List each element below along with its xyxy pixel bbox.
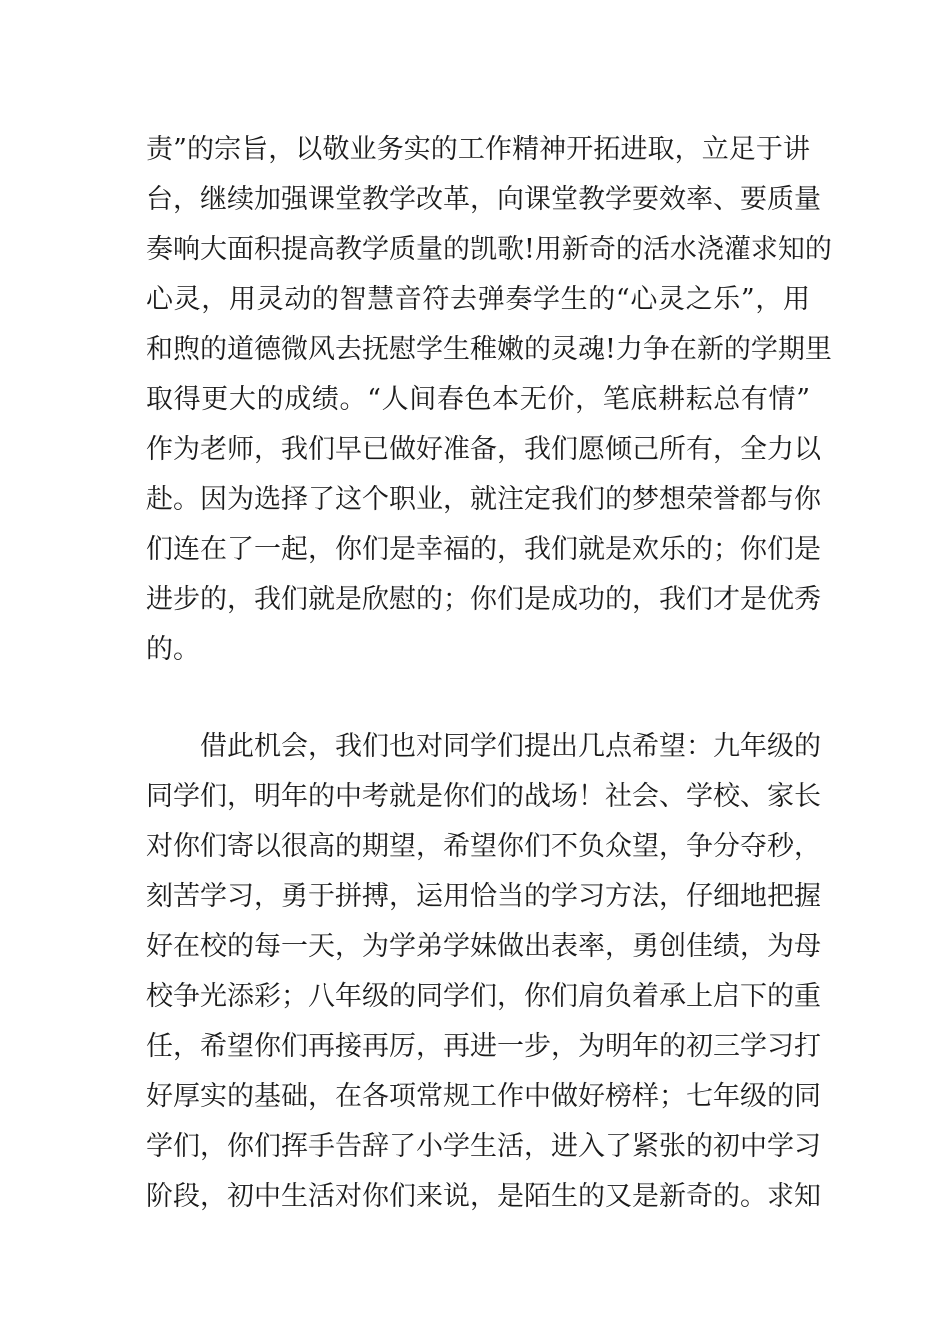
- text-line: 好在校的每一天，为学弟学妹做出表率，勇创佳绩，为母: [146, 931, 821, 962]
- text-line: 心灵，用灵动的智慧音符去弹奏学生的“心灵之乐”，用: [146, 284, 810, 315]
- text-line: 赴。因为选择了这个职业，就注定我们的梦想荣誉都与你: [146, 484, 821, 515]
- paragraph-2: [146, 722, 821, 1222]
- text-line: 台，继续加强课堂教学改革，向课堂教学要效率、要质量: [146, 184, 821, 215]
- text-line: 对你们寄以很高的期望，希望你们不负众望，争分夺秒，: [146, 831, 821, 862]
- text-line: 进步的，我们就是欣慰的；你们是成功的，我们才是优秀: [146, 584, 821, 615]
- text-line: 同学们，明年的中考就是你们的战场！社会、学校、家长: [146, 781, 821, 812]
- text-line: 责”的宗旨，以敬业务实的工作精神开拓进取，立足于讲: [146, 134, 810, 165]
- text-line: 取得更大的成绩。“人间春色本无价，笔底耕耘总有情”: [146, 384, 810, 415]
- text-line: 作为老师，我们早已做好准备，我们愿倾己所有，全力以: [146, 434, 821, 465]
- text-line: 校争光添彩；八年级的同学们，你们肩负着承上启下的重: [146, 981, 821, 1012]
- text-line: 好厚实的基础，在各项常规工作中做好榜样；七年级的同: [146, 1081, 821, 1112]
- text-line: 任，希望你们再接再厉，再进一步，为明年的初三学习打: [146, 1031, 821, 1062]
- text-line: 借此机会，我们也对同学们提出几点希望：九年级的: [200, 731, 821, 762]
- text-line: 刻苦学习，勇于拼搏，运用恰当的学习方法，仔细地把握: [146, 881, 821, 912]
- text-line: 奏响大面积提高教学质量的凯歌!用新奇的活水浇灌求知的: [146, 234, 832, 265]
- text-line: 学们，你们挥手告辞了小学生活，进入了紧张的初中学习: [146, 1131, 821, 1162]
- text-line: 们连在了一起，你们是幸福的，我们就是欢乐的；你们是: [146, 534, 821, 565]
- paragraph-1: [146, 125, 832, 675]
- text-line: 和煦的道德微风去抚慰学生稚嫩的灵魂!力争在新的学期里: [146, 334, 832, 365]
- text-line: 的。: [146, 634, 200, 665]
- text-line: 阶段，初中生活对你们来说，是陌生的又是新奇的。求知: [146, 1181, 821, 1212]
